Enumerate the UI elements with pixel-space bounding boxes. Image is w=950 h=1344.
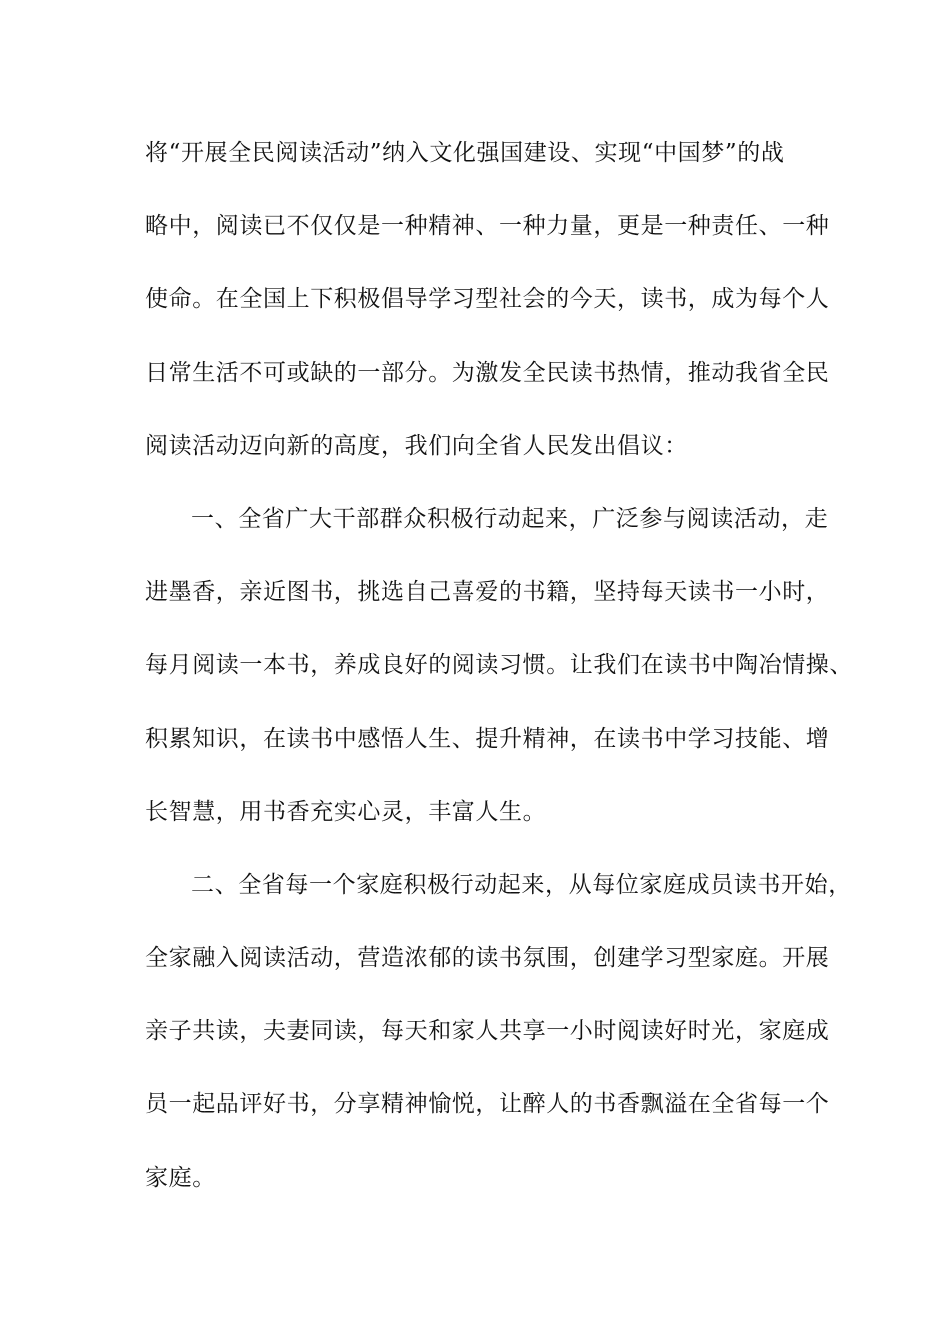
paragraph-line: 每月阅读一本书，养成良好的阅读习惯。让我们在读书中陶冶情操、 xyxy=(145,652,853,679)
paragraph-line: 积累知识，在读书中感悟人生、提升精神，在读书中学习技能、增 xyxy=(145,725,830,752)
paragraph-proposal-one xyxy=(145,496,853,862)
paragraph-line: 长智慧，用书香充实心灵，丰富人生。 xyxy=(145,798,547,825)
paragraph-line: 家庭。 xyxy=(145,1164,216,1191)
paragraph-line: 一、全省广大干部群众积极行动起来，广泛参与阅读活动，走 xyxy=(191,505,829,532)
paragraph-line: 亲子共读，夫妻同读，每天和家人共享一小时阅读好时光，家庭成 xyxy=(145,1018,830,1045)
paragraph-line: 阅读活动迈向新的高度，我们向全省人民发出倡议： xyxy=(145,432,688,459)
paragraph-line: 进墨香，亲近图书，挑选自己喜爱的书籍，坚持每天读书一小时， xyxy=(145,579,830,606)
paragraph-line: 略中，阅读已不仅仅是一种精神、一种力量，更是一种责任、一种 xyxy=(145,213,830,240)
paragraph-line: 日常生活不可或缺的一部分。为激发全民读书热情，推动我省全民 xyxy=(145,359,830,386)
paragraph-proposal-two xyxy=(145,862,852,1228)
paragraph-line: 全家融入阅读活动，营造浓郁的读书氛围，创建学习型家庭。开展 xyxy=(145,945,830,972)
paragraph-line: 使命。在全国上下积极倡导学习型社会的今天，读书，成为每个人 xyxy=(145,286,830,313)
paragraph-intro xyxy=(145,130,830,496)
paragraph-line: 将“开展全民阅读活动”纳入文化强国建设、实现“中国梦”的战 xyxy=(145,140,785,166)
paragraph-line: 二、全省每一个家庭积极行动起来，从每位家庭成员读书开始， xyxy=(191,871,852,898)
document-body xyxy=(145,130,853,1228)
paragraph-line: 员一起品评好书，分享精神愉悦，让醉人的书香飘溢在全省每一个 xyxy=(145,1091,830,1118)
